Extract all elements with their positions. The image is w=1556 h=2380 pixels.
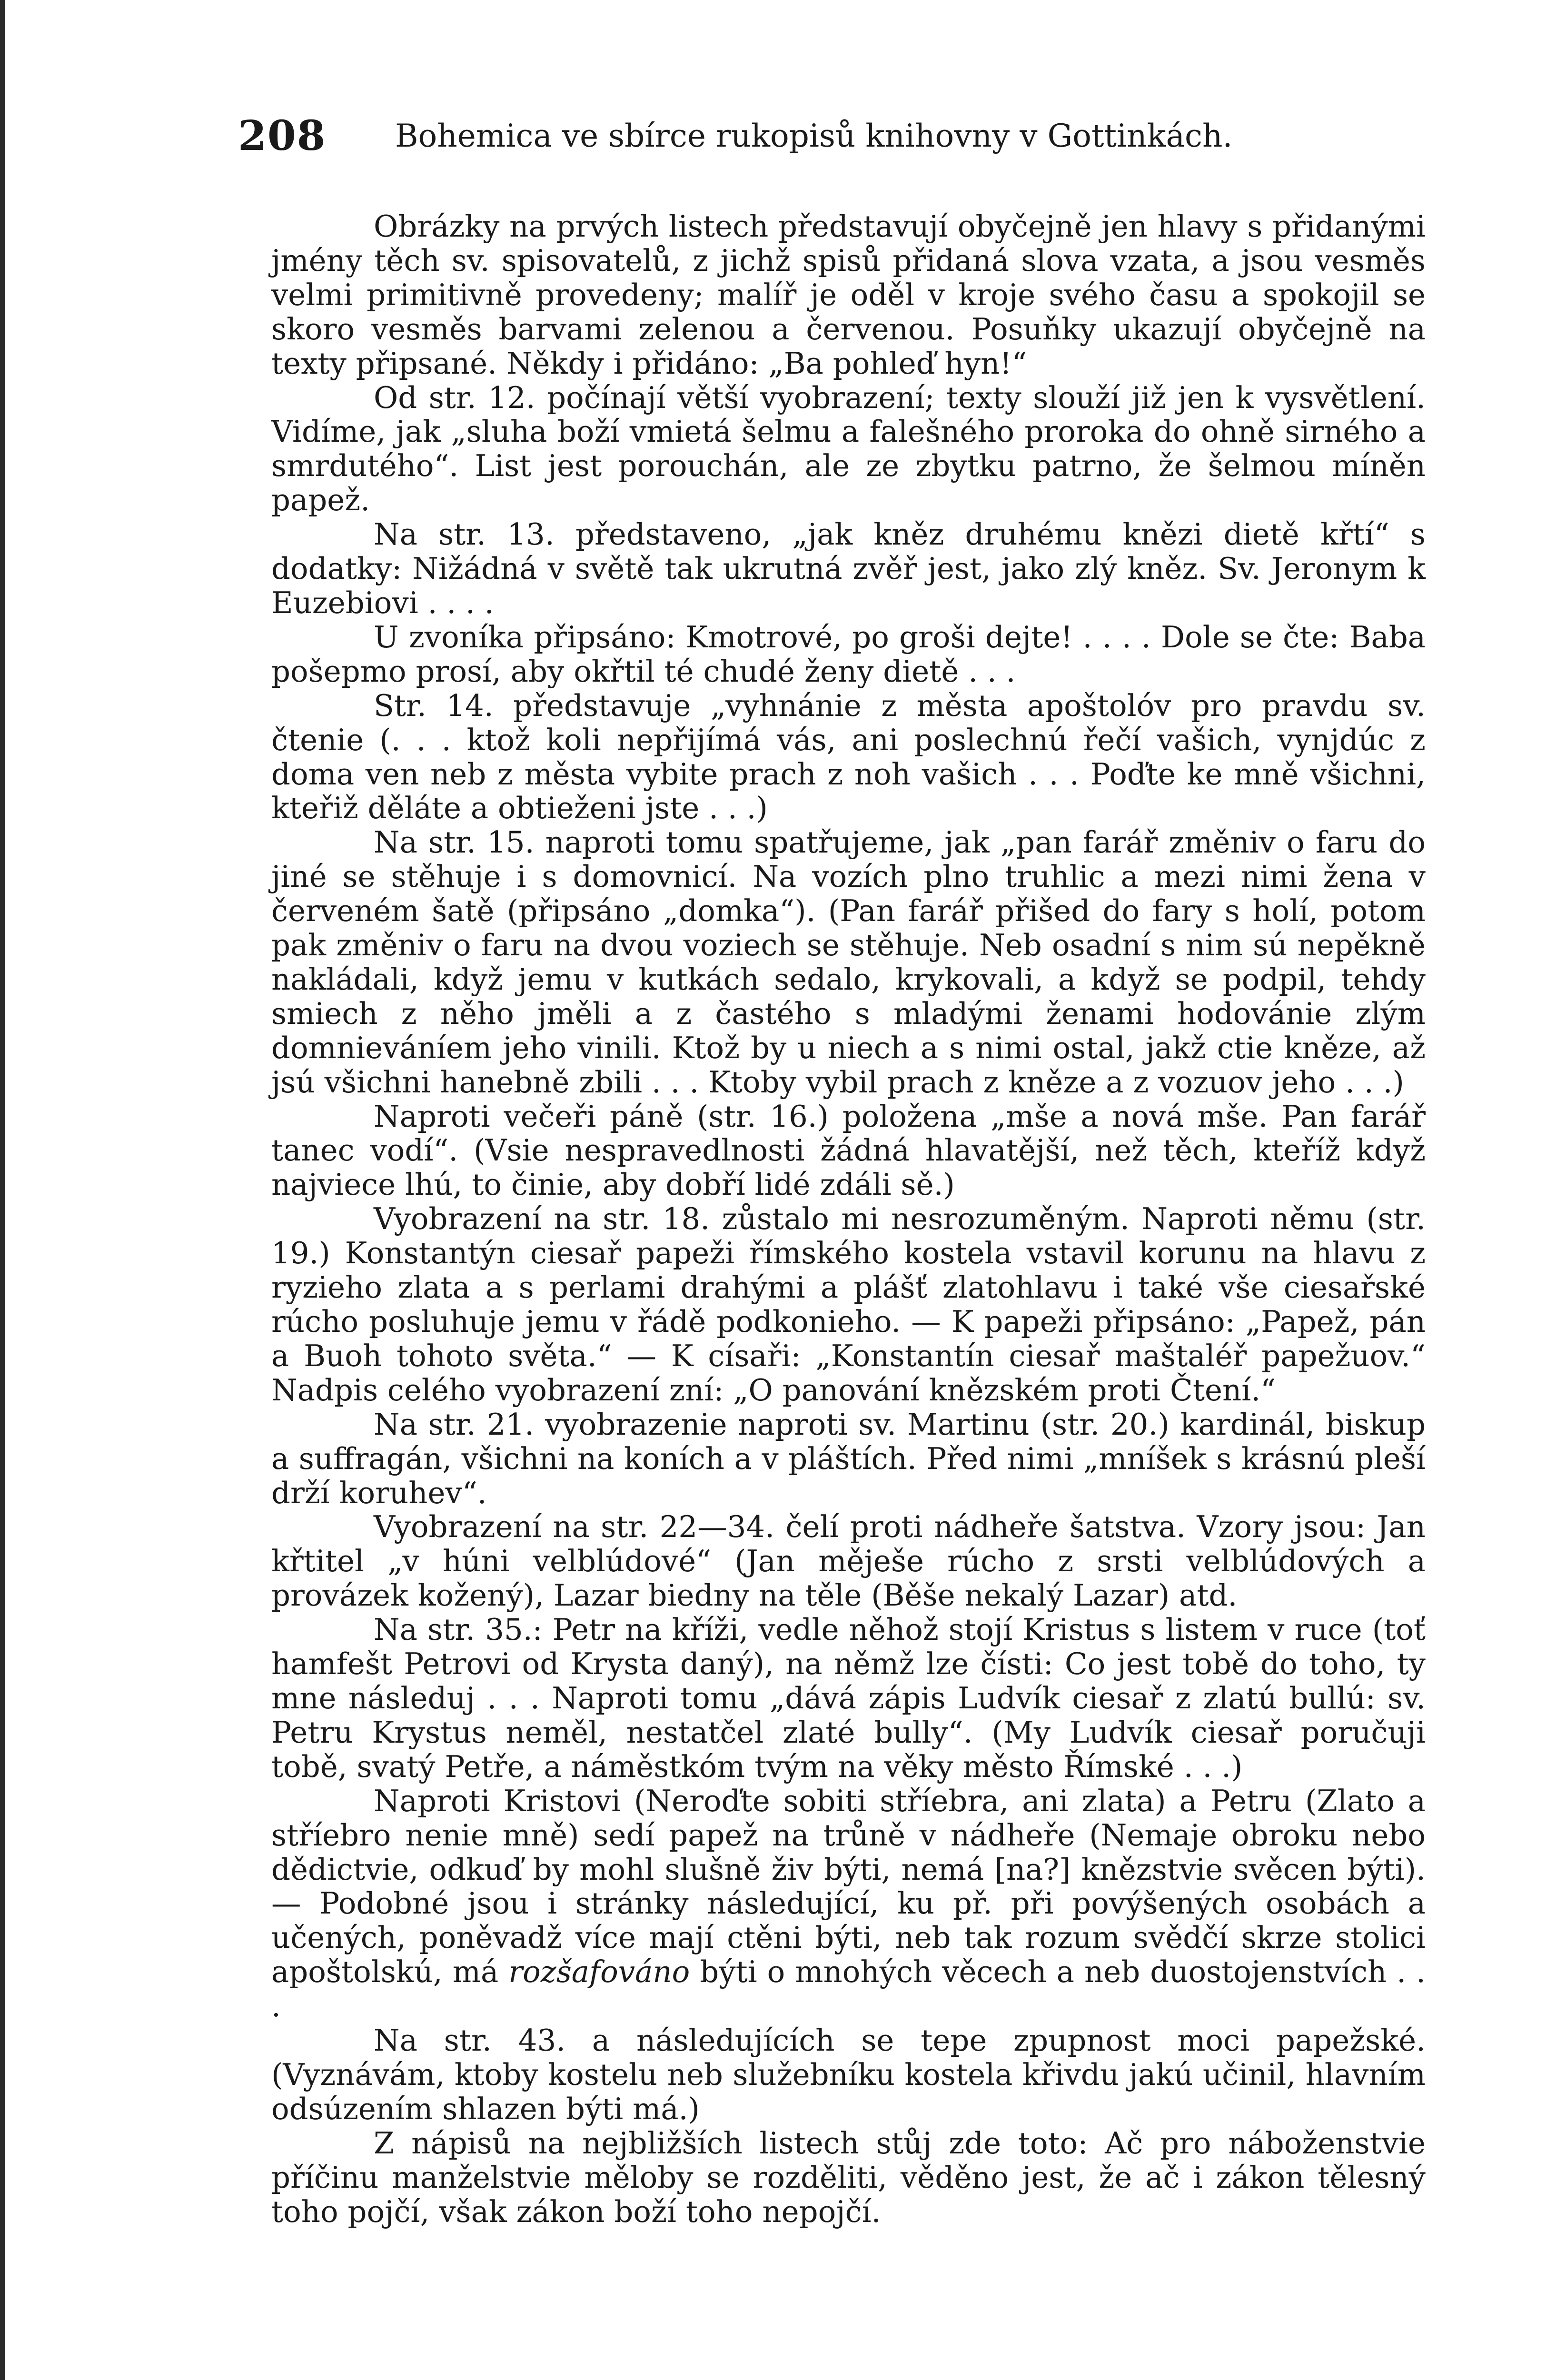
scan-edge bbox=[0, 0, 5, 2380]
paragraph: Str. 14. představuje „vyhnánie z města apoštolóv pro pravdu sv. čtenie (. . . ktož koli nepřijímá vás, ani poslechnú řečí vašich, vynjdúc z doma ven neb z města vybite prach z noh vašich . . . Poďte ke mně všichni, kteřiž děláte a obtieženi jste . . .) bbox=[271, 688, 1426, 826]
paragraph: Na str. 21. vyobrazenie naproti sv. Martinu (str. 20.) kardinál, biskup a suffragán, všichni na koních a v pláštích. Před nimi „mníšek s krásnú pleší drží koruhev“. bbox=[271, 1407, 1426, 1510]
paragraph: U zvoníka připsáno: Kmotrové, po groši dejte! . . . . Dole se čte: Baba pošepmo prosí, aby okřtil té chudé ženy dietě . . . bbox=[271, 619, 1426, 689]
page-header bbox=[238, 112, 1442, 169]
paragraph: Obrázky na prvých listech představují obyčejně jen hlavy s přidanými jmény těch sv. spisovatelů, z jichž spisů přidaná slova vzata, a jsou vesměs velmi primitivně provedeny; malíř je oděl v kroje svého času a spokojil se skoro vesměs barvami zelenou a červenou. Posuňky ukazují obyčejně na texty připsané. Někdy i přidáno: „Ba pohleď hyn!“ bbox=[271, 209, 1426, 381]
paragraph: Na str. 35.: Petr na kříži, vedle něhož stojí Kristus s listem v ruce (toť hamfešt Petrovi od Krysta daný), na němž lze čísti: Co jest tobě do toho, ty mne následuj . . . Naproti tomu „dává zápis Ludvík ciesař z zlatú bullú: sv. Petru Krystus neměl, nestatčel zlaté bully“. (My Ludvík ciesař poručuji tobě, svatý Petře, a náměstkóm tvým na věky město Římské . . .) bbox=[271, 1612, 1426, 1784]
paragraph: Na str. 43. a následujících se tepe zpupnost moci papežské. (Vyznávám, ktoby kostelu neb služebníku kostela křivdu jakú učinil, hlavním odsúzením shlazen býti má.) bbox=[271, 2023, 1426, 2126]
paragraph: Od str. 12. počínají větší vyobrazení; texty slouží již jen k vysvětlení. Vidíme, jak „sluha boží vmietá šelmu a falešného proroka do ohně sirného a smrdutého“. List jest porouchán, ale ze zbytku patrno, že šelmou míněn papež. bbox=[271, 380, 1426, 518]
paragraph: Na str. 13. představeno, „jak kněz druhému knězi dietě křtí“ s dodatky: Nižádná v světě tak ukrutná zvěř jest, jako zlý kněz. Sv. Jeronym k Euzebiovi . . . . bbox=[271, 517, 1426, 620]
running-title: Bohemica ve sbírce rukopisů knihovny v Gottinkách. bbox=[395, 118, 1233, 154]
paragraph: Na str. 15. naproti tomu spatřujeme, jak „pan farář změniv o faru do jiné se stěhuje i s domovnicí. Na vozích plno truhlic a mezi nimi žena v červeném šatě (připsáno „domka“). (Pan farář přišed do fary s holí, potom pak změniv o faru na dvou voziech se stěhuje. Neb osadní s nim sú nepěkně nakládali, když jemu v kutkách sedalo, krykovali, a když se podpil, tehdy smiech z něho jměli a z častého s mladými ženami hodovánie zlým domnieváníem jeho vinili. Ktož by u niech a s nimi ostal, jakž ctie kněze, až jsú všichni hanebně zbili . . . Ktoby vybil prach z kněze a z vozuov jeho . . .) bbox=[271, 825, 1426, 1100]
paragraph: Z nápisů na nejbližších listech stůj zde toto: Ač pro náboženstvie příčinu manželstvie měloby se rozděliti, věděno jest, že ač i zákon tělesný toho pojčí, však zákon boží toho nepojčí. bbox=[271, 2125, 1426, 2229]
page-number: 208 bbox=[238, 112, 327, 160]
paragraph: Vyobrazení na str. 18. zůstalo mi nesrozuměným. Naproti němu (str. 19.) Konstantýn ciesař papeži římského kostela vstavil korunu na hlavu z ryzieho zlata a s perlami drahými a plášť zlatohlavu i také vše ciesařské rúcho posluhuje jemu v řádě podkonieho. — K papeži připsáno: „Papež, pán a Buoh tohoto světa.“ — K císaři: „Konstantín ciesař maštaléř papežuov.“ Nadpis celého vyobrazení zní: „O panování knězském proti Čtení.“ bbox=[271, 1201, 1426, 1408]
book-page bbox=[29, 0, 1547, 2380]
paragraph bbox=[271, 1784, 1426, 2023]
paragraph-text: býti o mnohých věcech a neb duostojenstvích . . . bbox=[271, 1954, 1426, 2024]
body-text bbox=[271, 209, 1426, 2229]
paragraph-text: Naproti Kristovi (Neroďte sobiti stříebra, ani zlata) a Petru (Zlato a stříebro nenie mně) sedí papež na trůně v nádheře (Nemaje obroku nebo dědictvie, odkuď by mohl slušně živ býti, nemá [na?] knězstvie svěcen býti).— Podobné jsou i stránky následující, ku př. při povýšených osobách a učených, poněvadž více mají ctěni býti, neb tak rozum svědčí skrze stolici apoštolskú, má bbox=[271, 1783, 1426, 1990]
emphasized-word: rozšafováno bbox=[508, 1954, 690, 1990]
paragraph: Naproti večeři páně (str. 16.) položena „mše a nová mše. Pan farář tanec vodí“. (Vsie nespravedlnosti žádná hlavatější, než těch, kteříž když najviece lhú, to činie, aby dobří lidé zdáli sě.) bbox=[271, 1099, 1426, 1202]
paragraph: Vyobrazení na str. 22—34. čelí proti nádheře šatstva. Vzory jsou: Jan křtitel „v húni velblúdové“ (Jan měješe rúcho z srsti velblúdových a provázek kožený), Lazar biedny na těle (Běše nekalý Lazar) atd. bbox=[271, 1509, 1426, 1613]
